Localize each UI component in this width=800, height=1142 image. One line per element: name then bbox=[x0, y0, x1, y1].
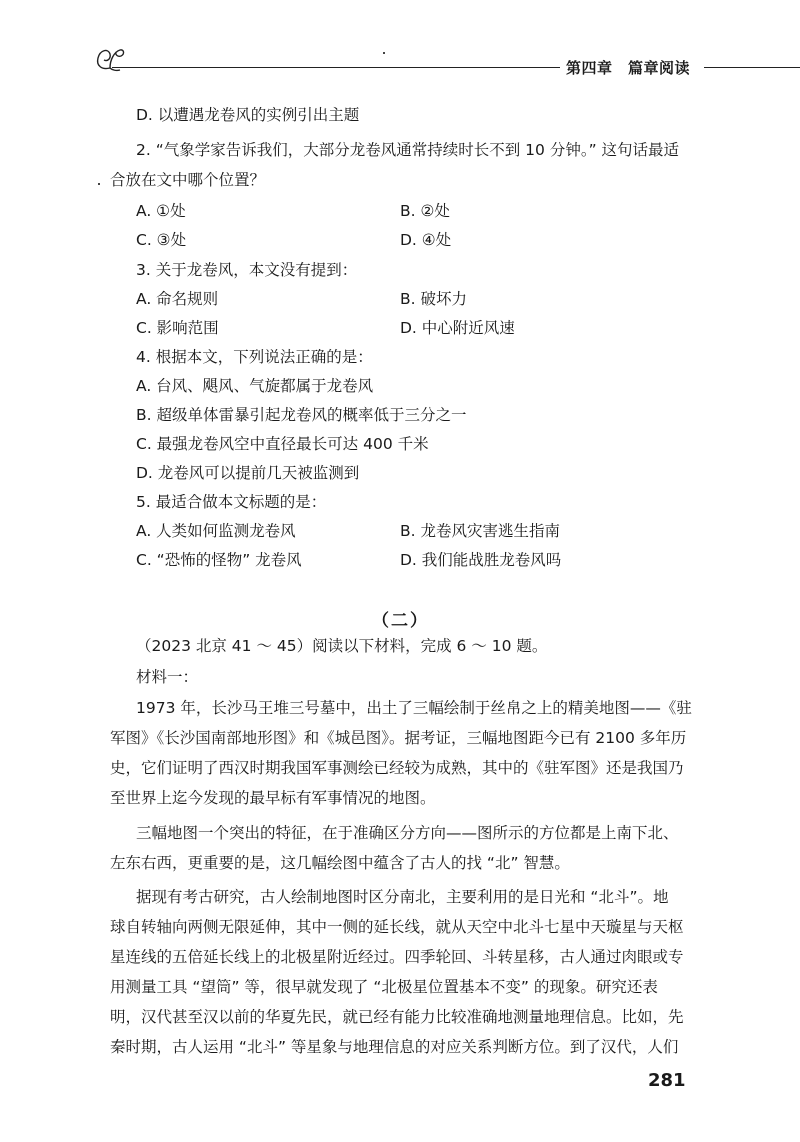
q2-option-c: C. ③处 bbox=[136, 231, 187, 249]
question-2: 2. “气象学家告诉我们，大部分龙卷风通常持续时长不到 10 分钟。” 这句话最适 bbox=[136, 141, 680, 159]
paragraph-1-line-3: 史，它们证明了西汉时期我国军事测绘已经较为成熟，其中的《驻军图》还是我国乃 bbox=[110, 759, 684, 777]
q2-option-a: A. ①处 bbox=[136, 202, 186, 220]
paragraph-3-line-4: 用测量工具 “望筒” 等，很早就发现了 “北极星位置基本不变” 的现象。研究还表 bbox=[110, 978, 658, 996]
paragraph-3-line-5: 明，汉代甚至汉以前的华夏先民，就已经有能力比较准确地测量地理信息。比如，先 bbox=[110, 1008, 684, 1026]
paragraph-3-line-6: 秦时期，古人运用 “北斗” 等星象与地理信息的对应关系判断方位。到了汉代，人们 bbox=[110, 1038, 679, 1056]
paragraph-3-line-3: 星连线的五倍延长线上的北极星附近经过。四季轮回、斗转星移，古人通过肉眼或专 bbox=[110, 948, 684, 966]
q5-option-d: D. 我们能战胜龙卷风吗 bbox=[400, 551, 562, 569]
header-rule-right bbox=[704, 67, 800, 68]
question-4: 4. 根据本文，下列说法正确的是： bbox=[136, 348, 373, 366]
section-heading: （二） bbox=[372, 611, 429, 631]
q4-option-c: C. 最强龙卷风空中直径最长可达 400 千米 bbox=[136, 435, 429, 453]
q2-option-d: D. ④处 bbox=[400, 231, 452, 249]
header-rule-left bbox=[112, 67, 560, 68]
q3-option-a: A. 命名规则 bbox=[136, 290, 219, 308]
q2-option-b: B. ②处 bbox=[400, 202, 450, 220]
q5-option-a: A. 人类如何监测龙卷风 bbox=[136, 522, 296, 540]
scan-speck bbox=[383, 52, 385, 54]
sprout-icon bbox=[92, 40, 132, 76]
question-2-cont: 合放在文中哪个位置？ bbox=[110, 171, 266, 189]
paragraph-2-line-2: 左东右西，更重要的是，这几幅绘图中蕴含了古人的找 “北” 智慧。 bbox=[110, 854, 570, 872]
question-5: 5. 最适合做本文标题的是： bbox=[136, 493, 327, 511]
paragraph-1-line-4: 至世界上迄今发现的最早标有军事情况的地图。 bbox=[110, 789, 436, 807]
paragraph-1-line-2: 军图》《长沙国南部地形图》和《城邑图》。据考证，三幅地图距今已有 2100 多年历 bbox=[110, 729, 687, 747]
question-3: 3. 关于龙卷风，本文没有提到： bbox=[136, 261, 358, 279]
q5-option-c: C. “恐怖的怪物” 龙卷风 bbox=[136, 551, 302, 569]
paragraph-2-line-1: 三幅地图一个突出的特征，在于准确区分方向——图所示的方位都是上南下北、 bbox=[136, 824, 679, 842]
q3-option-b: B. 破坏力 bbox=[400, 290, 467, 308]
q4-option-b: B. 超级单体雷暴引起龙卷风的概率低于三分之一 bbox=[136, 406, 467, 424]
chapter-title: 第四章 篇章阅读 bbox=[566, 59, 691, 77]
paragraph-3-line-2: 球自转轴向两侧无限延伸，其中一侧的延长线，就从天空中北斗七星中天璇星与天枢 bbox=[110, 918, 684, 936]
scan-speck bbox=[98, 183, 100, 185]
q3-option-d: D. 中心附近风速 bbox=[400, 319, 515, 337]
q5-option-b: B. 龙卷风灾害逃生指南 bbox=[400, 522, 560, 540]
paragraph-3-line-1: 据现有考古研究，古人绘制地图时区分南北，主要利用的是日光和 “北斗”。地 bbox=[136, 888, 669, 906]
running-header bbox=[92, 40, 720, 76]
q1-option-d: D. 以遭遇龙卷风的实例引出主题 bbox=[136, 106, 360, 124]
exercise-intro: （2023 北京 41 ～ 45）阅读以下材料，完成 6 ～ 10 题。 bbox=[136, 637, 548, 655]
paragraph-1-line-1: 1973 年，长沙马王堆三号墓中，出土了三幅绘制于丝帛之上的精美地图——《驻 bbox=[136, 699, 692, 717]
page-number: 281 bbox=[648, 1070, 686, 1091]
q4-option-a: A. 台风、飓风、气旋都属于龙卷风 bbox=[136, 377, 374, 395]
q3-option-c: C. 影响范围 bbox=[136, 319, 219, 337]
material-label: 材料一： bbox=[136, 668, 199, 686]
q4-option-d: D. 龙卷风可以提前几天被监测到 bbox=[136, 464, 360, 482]
